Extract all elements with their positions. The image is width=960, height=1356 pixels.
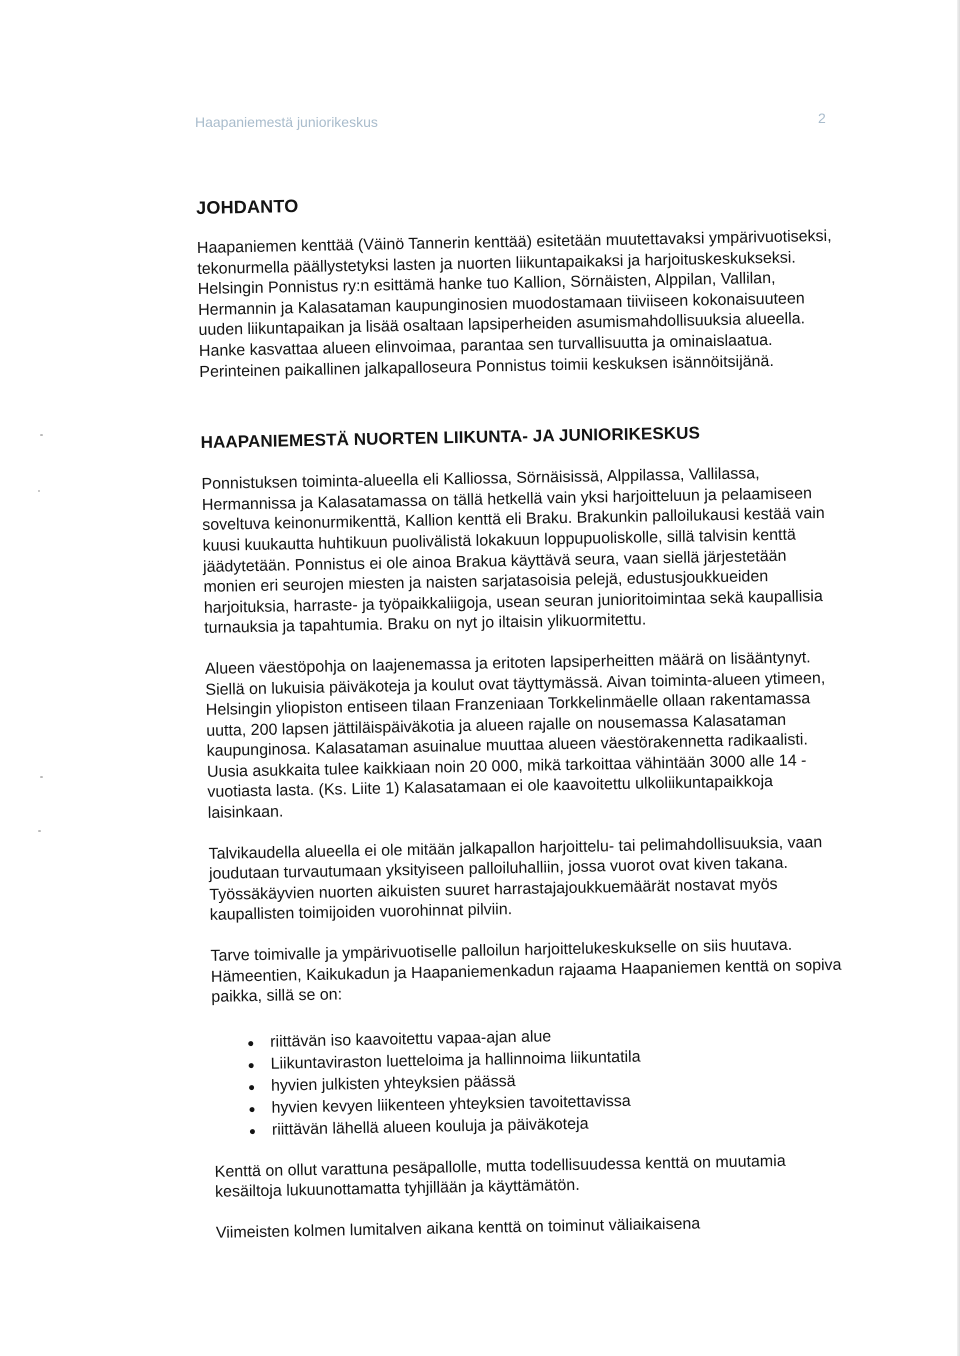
list-item-text: hyvien julkisten yhteyksien päässä [270,1072,516,1095]
scan-speck [38,830,41,832]
paragraph: Haapaniemen kenttää (Väinö Tannerin kenttää) esitetään muutettavaksi ympärivuotiseksi, tekonurmella päällystetyksi lasten ja nuorten liikuntapaikaksi ja harjoituskeskukseksi. Helsingin Ponnistus ry:n esittämä hanke tuo Kallion, Sörnäisten, Alppilan, Vallilan, Hermannin ja Kalasataman kaupunginosien muodostamaan tiiviiseen kokonaisuuteen uuden liikuntapaikan ja lisää osaltaan lapsiperheiden asumismahdollisuuksia alueella. Hanke kasvattaa alueen elinvoimaa, parantaa sen turvallisuutta ja ominaislaatua. Perinteinen paikallinen jalkapalloseura Ponnistus toimii keskuksen isännöitsijänä. [196,227,832,381]
running-header-title: Haapaniemestä juniorikeskus [195,114,378,130]
paragraph: Kenttä on ollut varattuna pesäpallolle, mutta todellisuudessa kenttä on muutamia kesäiltoja lukuunottamatta tyhjillään ja käyttämätön. [214,1152,786,1202]
bullet-icon [249,1107,254,1112]
bullet-icon [249,1085,254,1090]
bullet-icon [249,1063,254,1068]
list-item-text: hyvien kevyen liikenteen yhteyksien tavoitettavissa [271,1092,631,1117]
suitability-list [212,1020,854,1142]
scan-speck [40,776,43,778]
paragraph: Viimeisten kolmen lumitalven aikana kenttä on toiminut väliaikaisena [215,1215,701,1242]
bullet-icon [248,1041,253,1046]
paragraph: Tarve toimivalle ja ympärivuotiselle palloilun harjoittelukeskukselle on siis huutava. Hämeentien, Kaikukadun ja Haapaniemenkadun rajaama Haapaniemen kenttä on sopiva paikka, sillä se on: [210,936,842,1007]
list-item-text: riittävän iso kaavoitettu vapaa-ajan alue [270,1028,552,1051]
section-heading-johdanto: JOHDANTO [196,196,299,218]
scan-speck [38,490,40,492]
bullet-icon [250,1129,255,1134]
paragraph: Ponnistuksen toiminta-alueella eli Kalliossa, Sörnäisissä, Alppilassa, Vallilassa, Hermannissa ja Kalasatamassa on tällä hetkellä vain yksi harjoitteluun ja pelaamiseen soveltuva keinonurmikenttä, Kallion kenttä eli Braku. Brakunkin palloilukausi kestää vain kuusi kuukautta huhtikuun puolivälistä lokakuun loppupuoliskolle, sillä talvisin kenttä jäädytetään. Ponnistus ei ole ainoa Brakua käyttävä seura, vaan siellä järjestetään monien eri seurojen miesten ja naisten sarjatasoisia pelejä, edustusjoukkueiden harjoituksia, harraste- ja työpaikkaliigoja, usean seuran junioritoimintaa sekä kaupallisia turnauksia ja tapahtumia. Braku on nyt jo iltaisin ylikuormitettu. [201,465,825,638]
list-item-text: riittävän lähellä alueen kouluja ja päiväkoteja [271,1115,589,1139]
list-item-text: Liikuntaviraston luetteloima ja hallinnoima liikuntatila [270,1048,641,1073]
paragraph: Talvikaudella alueella ei ole mitään jalkapallon harjoittelu- tai pelimahdollisuuksia, vaan joudutaan turvautumaan yksityiseen palloiluhalliin, jossa vuorot ovat kiven takana. Työssäkäyvien nuorten aikuisten suuret harrastajajoukkuemäärät nostavat myös kaupallisten toimijoiden vuorohinnat pilviin. [208,833,823,925]
paragraph: Alueen väestöpohja on laajenemassa ja eritoten lapsiperheitten määrä on lisääntynyt. Siellä on lukuisia päiväkoteja ja koulut ovat täyttymässä. Aivan toiminta-alueen ytimeen, Helsingin yliopiston entiseen tilaan Franzeniaan Torkkelinmäelle ollaan rakentamassa uutta, 200 lapsen jättiläispäiväkotia ja alueen rajalle on nousemassa Kalasataman kaupunginosa. Kalasataman asuinalue muuttaa alueen väestörakennetta radikaalisti. Uusia asukkaita tulee kaikkiaan noin 20 000, mikä tarkoittaa vähintään 3000 alle 14 -vuotiasta lasta. (Ks. Liite 1) Kalasatamaan ei ole kaavoitettu ulkoliikuntapaikkoja laisinkaan. [204,649,826,822]
page-number: 2 [818,110,826,126]
section-heading-juniorikeskus: HAAPANIEMESTÄ NUORTEN LIIKUNTA- JA JUNIORIKESKUS [200,423,701,453]
document-body [196,186,856,1265]
scan-speck [40,434,43,436]
